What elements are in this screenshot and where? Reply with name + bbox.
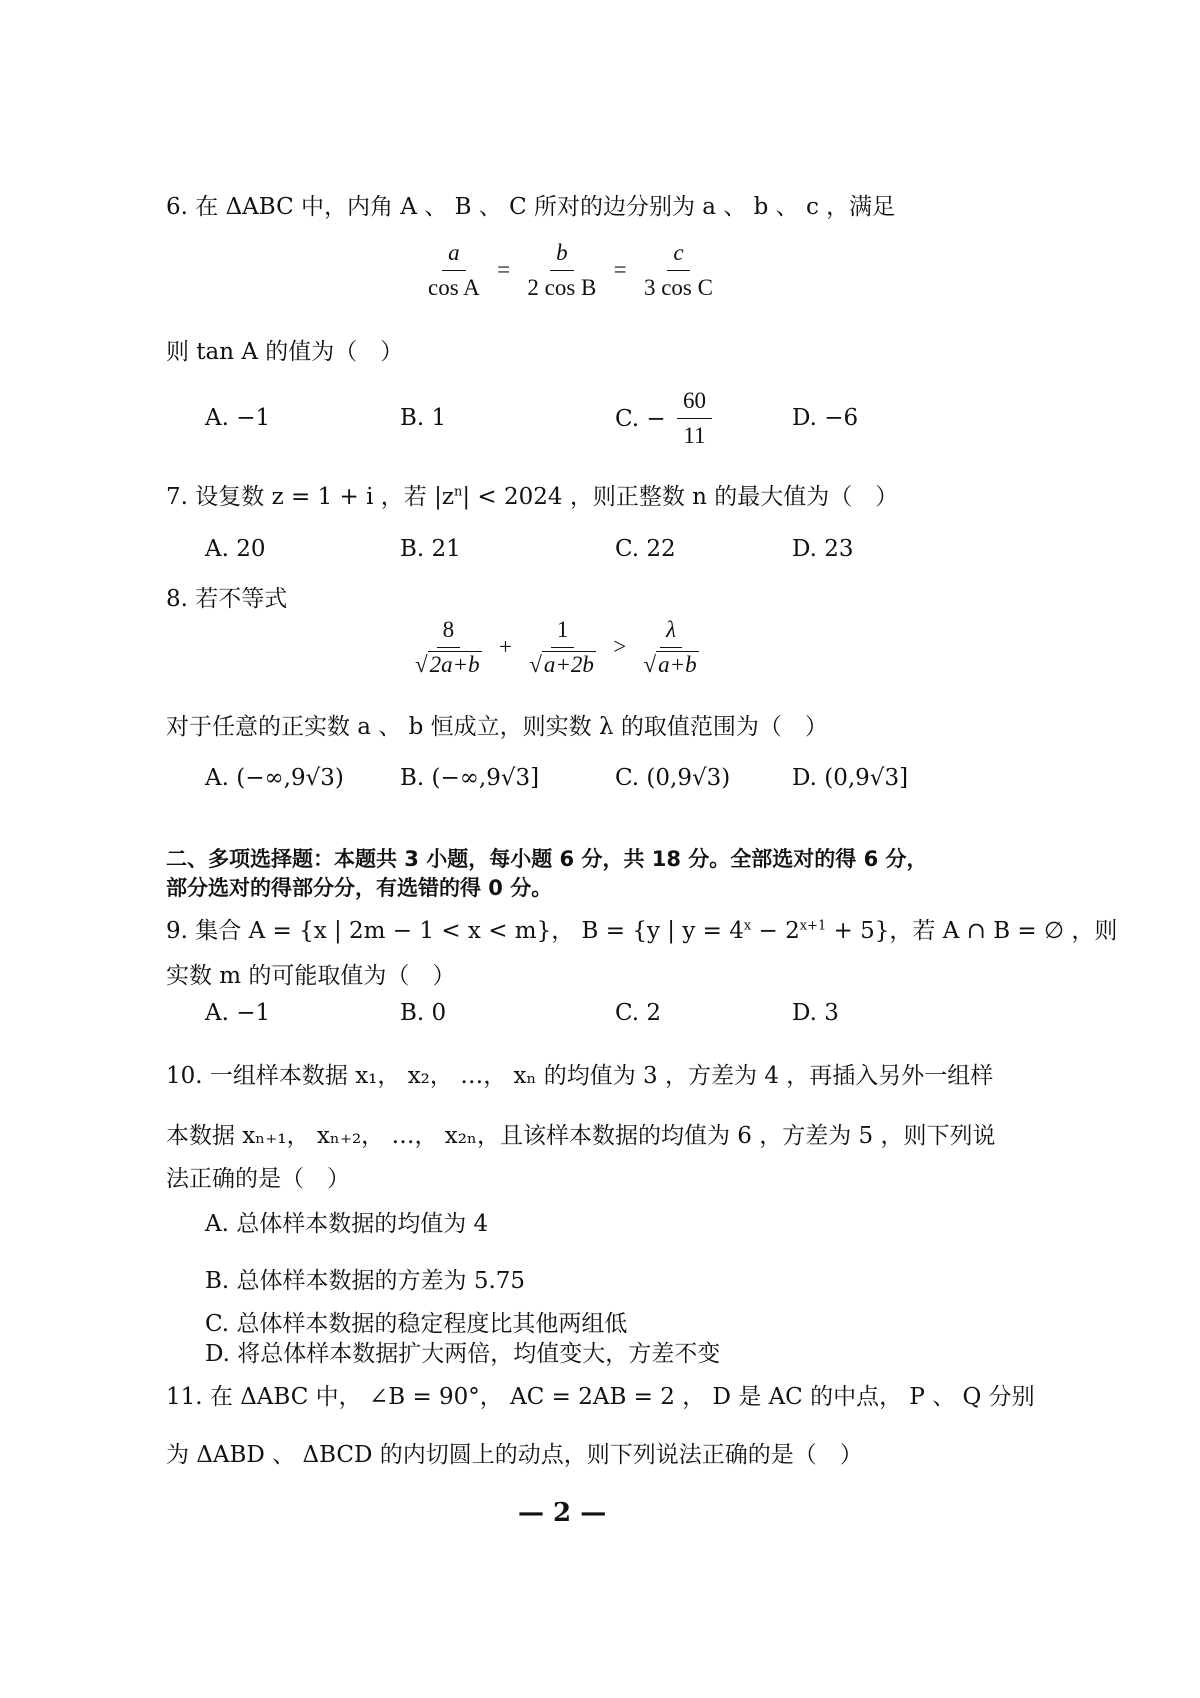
q11-line-2: 为 ΔABD 、 ΔBCD 的内切圆上的动点，则下列说法正确的是（ ）: [166, 1442, 863, 1468]
q8-term-2-num: 1: [551, 617, 575, 648]
q9-sup-1: x: [743, 918, 752, 934]
q6-question: 则 tan A 的值为（ ）: [166, 339, 404, 365]
q10-option-d: D. 将总体样本数据扩大两倍，均值变大，方差不变: [205, 1341, 721, 1367]
q8-option-b: B. (−∞,9√3]: [400, 765, 540, 791]
q8-question: 对于任意的正实数 a 、 b 恒成立，则实数 λ 的取值范围为（ ）: [166, 714, 828, 740]
q9-option-c: C. 2: [615, 1000, 662, 1026]
q7-option-a: A. 20: [205, 536, 266, 562]
q8-term-3: [638, 617, 705, 679]
q9-option-b: B. 0: [400, 1000, 447, 1026]
q8-term-2-den: √a+2b: [529, 652, 594, 678]
q9-option-d: D. 3: [792, 1000, 839, 1026]
q9-stem: [166, 912, 1117, 945]
page-number: — 2 —: [518, 1498, 607, 1528]
q7-stem-sup: n: [453, 484, 463, 500]
q7-option-c: C. 22: [615, 536, 676, 562]
q6-equation: [418, 240, 723, 302]
q7-option-d: D. 23: [792, 536, 854, 562]
q6-equals-1: =: [497, 256, 511, 282]
q8-term-3-radicand: a+b: [658, 652, 697, 678]
q8-stem: 8. 若不等式: [166, 586, 288, 612]
q7-stem-pre: 7. 设复数 z = 1 + i ，若 |z: [166, 484, 454, 510]
q9-sup-2: x+1: [799, 918, 827, 934]
q8-term-3-den: √a+b: [643, 652, 697, 678]
q9-line-2: 实数 m 的可能取值为（ ）: [166, 963, 456, 989]
q8-term-1-radicand: 2a+b: [429, 652, 480, 678]
q6-option-d: D. −6: [792, 405, 859, 431]
q8-plus: +: [498, 633, 512, 659]
q8-option-d: D. (0,9√3]: [792, 765, 909, 791]
q6-frac-a: [422, 240, 486, 302]
q6-option-c-frac: [677, 388, 712, 450]
q8-term-1: [409, 617, 488, 679]
q8-term-2: [523, 617, 602, 679]
q6-frac-a-num: a: [442, 240, 466, 271]
q6-frac-c-den: 3 cos C: [643, 275, 713, 301]
q8-term-2-radicand: a+2b: [543, 652, 594, 678]
q6-option-c-num: 60: [677, 388, 712, 419]
section-2-heading-line-1: 二、多项选择题：本题共 3 小题，每小题 6 分，共 18 分。全部选对的得 6 分，: [166, 847, 928, 871]
q6-option-a: A. −1: [205, 405, 271, 431]
q6-frac-b-den: 2 cos B: [527, 275, 597, 301]
q6-option-c: [615, 388, 716, 450]
q10-line-3: 法正确的是（ ）: [166, 1166, 350, 1192]
q8-term-1-den: √2a+b: [415, 652, 480, 678]
q6-option-c-label: C. −: [615, 405, 666, 432]
q9-option-a: A. −1: [205, 1000, 271, 1026]
q6-frac-b-num: b: [550, 240, 574, 271]
q6-frac-c: [638, 240, 719, 302]
q7-stem-post: | < 2024 ，则正整数 n 的最大值为（ ）: [462, 484, 899, 510]
q9-stem-a: 9. 集合 A = {x | 2m − 1 < x < m}， B = {y | y = 4: [166, 918, 744, 944]
q6-stem: 6. 在 ΔABC 中，内角 A 、 B 、 C 所对的边分别为 a 、 b 、 c ，满足: [166, 194, 896, 220]
q6-frac-a-den: cos A: [428, 275, 480, 301]
q8-term-3-num: λ: [660, 617, 682, 648]
q8-greater: >: [613, 633, 627, 659]
q8-option-a: A. (−∞,9√3): [205, 765, 344, 791]
q6-option-c-den: 11: [683, 423, 706, 449]
q8-term-1-num: 8: [437, 617, 461, 648]
q10-option-c: C. 总体样本数据的稳定程度比其他两组低: [205, 1311, 628, 1337]
q6-option-b: B. 1: [400, 405, 447, 431]
q7-option-b: B. 21: [400, 536, 461, 562]
q11-line-1: 11. 在 ΔABC 中， ∠B = 90°， AC = 2AB = 2 ， D 是 AC 的中点， P 、 Q 分别: [166, 1384, 1035, 1410]
q6-frac-b: [521, 240, 602, 302]
q9-mid: − 2: [751, 918, 800, 944]
q7-stem: [166, 478, 898, 511]
q8-option-c: C. (0,9√3): [615, 765, 731, 791]
q6-frac-c-num: c: [667, 240, 689, 271]
q8-inequality: [405, 617, 709, 679]
q10-option-b: B. 总体样本数据的方差为 5.75: [205, 1268, 526, 1294]
section-2-heading-line-2: 部分选对的得部分分，有选错的得 0 分。: [166, 876, 553, 900]
q9-stem-b: + 5}，若 A ∩ B = ∅ ，则: [826, 918, 1118, 944]
q10-option-a: A. 总体样本数据的均值为 4: [205, 1211, 489, 1237]
q10-line-2: 本数据 xₙ₊₁， xₙ₊₂， …， x₂ₙ，且该样本数据的均值为 6 ，方差为 5 ，则下列说: [166, 1123, 996, 1149]
q6-equals-2: =: [613, 256, 627, 282]
q10-line-1: 10. 一组样本数据 x₁， x₂， …， xₙ 的均值为 3 ，方差为 4 ，再插入另外一组样: [166, 1063, 994, 1089]
